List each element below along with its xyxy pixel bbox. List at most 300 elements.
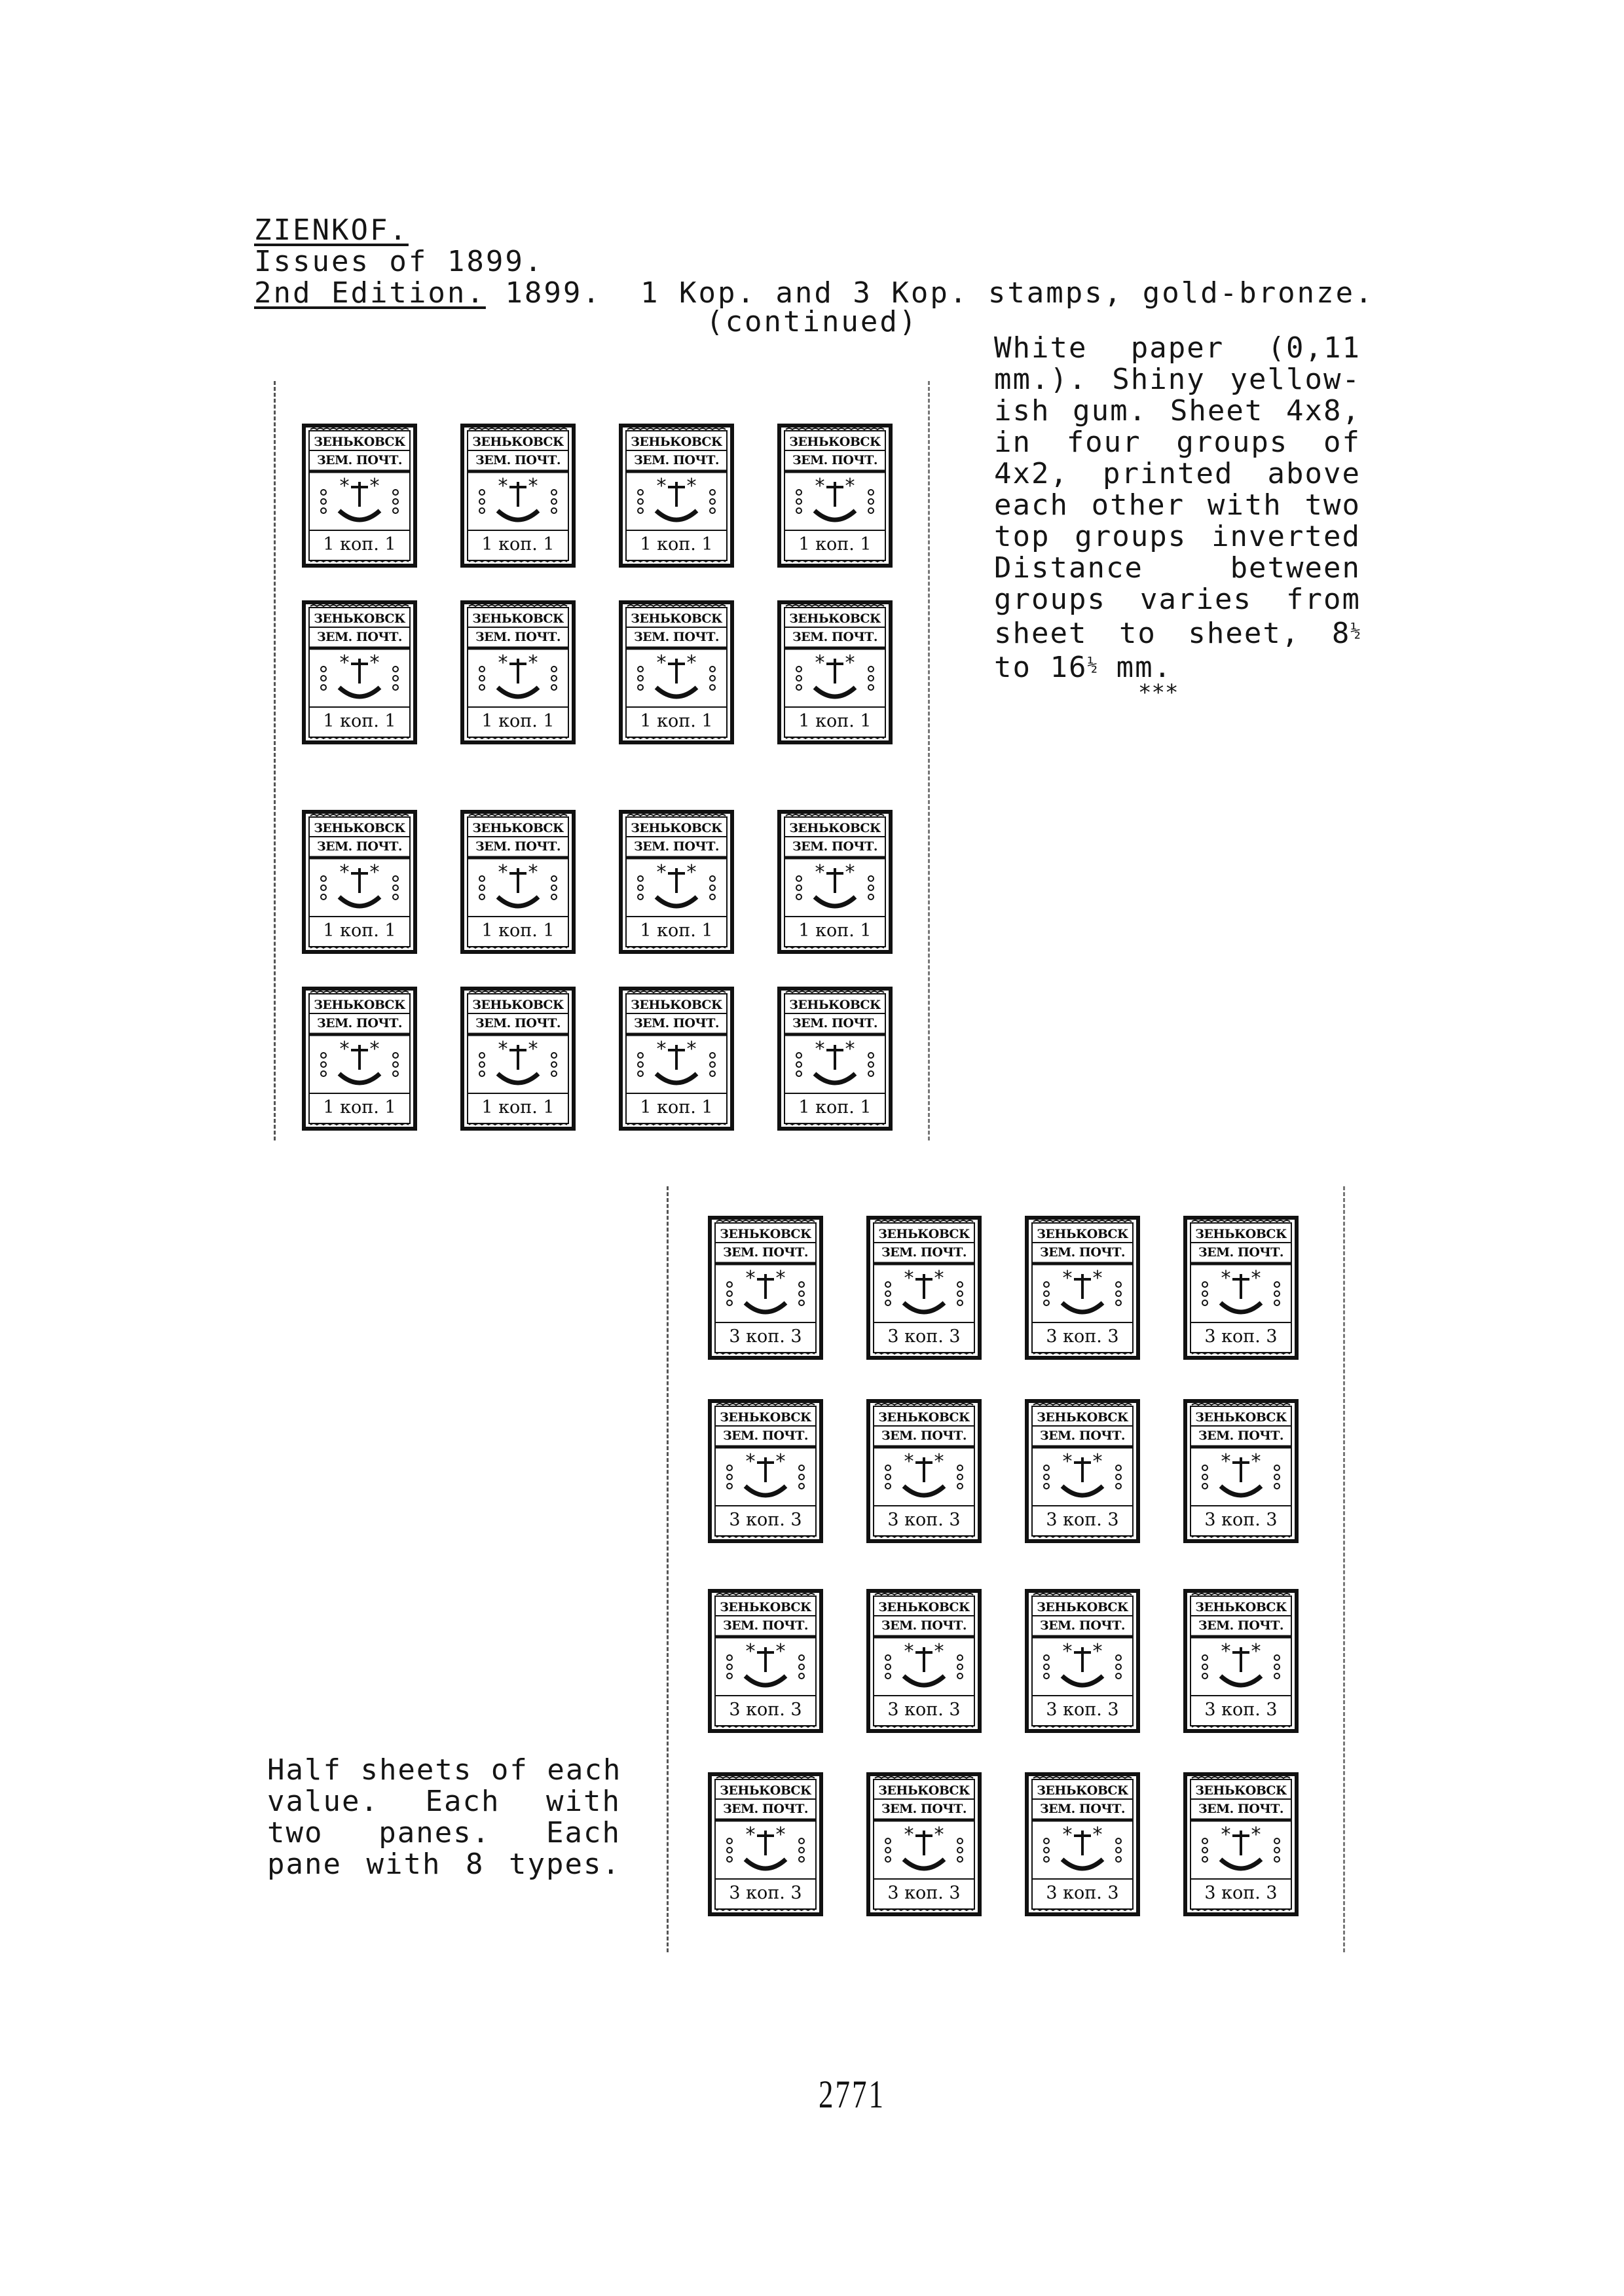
stamp-dot-ornament [638,499,643,504]
stamp-star-ornament: * [845,861,855,884]
stamp-wavy-bottom [1033,1726,1132,1727]
stamp-dot-ornament [1116,1282,1121,1287]
stamp-arc-ornament [1062,1676,1103,1685]
description-line: Distance between [994,551,1361,585]
stamp-dot-ornament [1044,1484,1049,1489]
stamp-wavy-bottom [1192,1726,1290,1727]
stamp-inscription-top: ЗЕНЬКОВСК [631,611,722,626]
stamp-wavy-top [1033,1220,1132,1222]
stamp-inscription-middle: ЗЕМ. ПОЧТ. [722,1618,809,1633]
stamp-dot-ornament [957,1282,963,1287]
stamp-inscription-middle: ЗЕМ. ПОЧТ. [722,1802,809,1816]
stamp-dot-ornament [638,894,643,900]
stamp-dot-ornament [638,676,643,681]
stamp-dot-ornament [799,1300,804,1305]
stamp [706,1212,825,1363]
stamp-dot-ornament [1274,1664,1280,1669]
stamp-arc-ornament [339,687,380,697]
stamp-dot-ornament [1202,1848,1208,1853]
stamp-inscription-middle: ЗЕМ. ПОЧТ. [1198,1429,1284,1443]
stamp-dot-ornament [1274,1474,1280,1480]
stamp-value: 1 коп. 1 [481,1097,555,1118]
stamp-inscription-top: ЗЕНЬКОВСК [720,1600,811,1614]
stamp-inscription-top: ЗЕНЬКОВСК [1195,1227,1287,1241]
stamp-dot-ornament [551,685,557,690]
stamp-wavy-top [627,605,726,606]
stamp-dot-ornament [868,685,874,690]
stamp-dot-ornament [885,1655,891,1660]
stamp-dot-ornament [796,885,802,890]
stamp-dot-ornament [799,1291,804,1296]
stamp-wavy-bottom [875,1536,973,1537]
stamp-star-ornament: * [745,1823,756,1846]
caption [267,1755,621,1880]
stamp-wavy-top [1192,1404,1290,1405]
stamp [458,807,578,957]
stamp-dot-ornament [638,876,643,881]
stamp-dot-ornament [885,1300,891,1305]
stamp-dot-ornament [710,1071,715,1076]
stamp-dot-ornament [727,1848,732,1853]
stamp-star-ornament: * [656,651,667,674]
stamp-star-ornament: * [369,651,380,674]
stamp-inscription-top: ЗЕНЬКОВСК [472,998,564,1012]
stamp-star-ornament: * [339,1038,350,1061]
stamp-wavy-bottom [310,737,409,738]
stamp-inscription-top: ЗЕНЬКОВСК [1037,1410,1128,1425]
stamp-value: 3 коп. 3 [887,1700,961,1720]
stamp-inscription-middle: ЗЕМ. ПОЧТ. [881,1245,967,1260]
stamp [458,597,578,748]
stamp [864,1769,984,1920]
stamp-dot-ornament [710,1053,715,1058]
description-line: White paper (0,11 [994,331,1361,365]
stamp-star-ornament: * [528,1038,538,1061]
stamp-star-ornament: * [815,861,825,884]
stamp-dot-ornament [1202,1838,1208,1844]
stamp-inscription-middle: ЗЕМ. ПОЧТ. [1198,1618,1284,1633]
stamp-star-ornament: * [1062,1450,1073,1473]
stamp-star-ornament: * [904,1640,914,1663]
stamp-dot-ornament [479,676,485,681]
stamp-dot-ornament [957,1484,963,1489]
stamp-inscription-middle: ЗЕМ. ПОЧТ. [475,839,561,854]
stamp-dot-ornament [393,1062,398,1067]
stamp-dot-ornament [727,1484,732,1489]
stamp-wavy-bottom [627,737,726,738]
stamp [864,1212,984,1363]
stamp-star-ornament: * [1062,1823,1073,1846]
continued-note: (continued) [706,305,919,338]
stamp-dot-ornament [868,490,874,495]
stamp-dot-ornament [1274,1300,1280,1305]
stamp-inscription-top: ЗЕНЬКОВСК [631,435,722,449]
stamp-wavy-bottom [310,560,409,562]
stamp-dot-ornament [321,676,326,681]
stamp-wavy-top [875,1594,973,1595]
stamp-wavy-top [1033,1404,1132,1405]
stamp-inscription-middle: ЗЕМ. ПОЧТ. [881,1802,967,1816]
stamp-star-ornament: * [498,475,508,498]
stamp-wavy-top [627,428,726,429]
stamp-dot-ornament [393,685,398,690]
stamp-dot-ornament [1274,1465,1280,1470]
stamp-inscription-middle: ЗЕМ. ПОЧТ. [1039,1618,1126,1633]
stamp-dot-ornament [393,490,398,495]
stamp-star-ornament: * [686,475,697,498]
stamp-star-ornament: * [904,1450,914,1473]
edition-year: 1899. [505,276,602,310]
stamp-arc-ornament [815,1074,855,1083]
stamp-dot-ornament [393,885,398,890]
stamp-dot-ornament [1116,1474,1121,1480]
stamp-arc-ornament [815,687,855,697]
stamp-wavy-top [716,1594,815,1595]
stamp [1181,1586,1301,1736]
stamp-dot-ornament [1044,1282,1049,1287]
stamp-inscription-middle: ЗЕМ. ПОЧТ. [1198,1802,1284,1816]
stamp-star-ornament: * [1221,1450,1231,1473]
stamp-dot-ornament [1044,1300,1049,1305]
stamp-dot-ornament [393,508,398,513]
stamp-dot-ornament [868,499,874,504]
stamp-value: 3 коп. 3 [1204,1510,1278,1530]
stamp-wavy-bottom [875,1726,973,1727]
stamp-dot-ornament [957,1673,963,1679]
stamp-dot-ornament [710,490,715,495]
stamp-star-ornament: * [656,861,667,884]
stamp [300,807,419,957]
stamp-wavy-top [1192,1594,1290,1595]
stamp-inscription-top: ЗЕНЬКОВСК [878,1600,970,1614]
stamp-dot-ornament [1116,1655,1121,1660]
stamp-star-ornament: * [745,1640,756,1663]
stamp-arc-ornament [498,897,538,906]
stamp-wavy-top [716,1220,815,1222]
stamp-star-ornament: * [339,651,350,674]
description-line: mm.). Shiny yellow- [994,363,1361,396]
stamp-dot-ornament [957,1465,963,1470]
stamp-wavy-top [310,428,409,429]
stamp-arc-ornament [904,1676,944,1685]
stamp-arc-ornament [1062,1859,1103,1868]
stamp-value: 3 коп. 3 [887,1510,961,1530]
stamp-star-ornament: * [904,1267,914,1290]
stamp-dot-ornament [796,666,802,672]
stamp-star-ornament: * [934,1267,944,1290]
stamp [617,420,736,571]
stamp-inscription-top: ЗЕНЬКОВСК [314,998,405,1012]
stamp-star-ornament: * [745,1267,756,1290]
sheet-1-kop [274,361,929,1154]
stamp-dot-ornament [1274,1655,1280,1660]
stamp-inscription-middle: ЗЕМ. ПОЧТ. [792,453,878,467]
stamp-value: 3 коп. 3 [729,1510,802,1530]
stamp-dot-ornament [727,1664,732,1669]
stamp [775,420,895,571]
stamp-wavy-top [469,814,567,816]
stamp-wavy-top [716,1404,815,1405]
stamp-dot-ornament [551,894,557,900]
stamp-arc-ornament [745,1486,786,1495]
stamp-arc-ornament [498,1074,538,1083]
stamp-dot-ornament [799,1838,804,1844]
stamp-dot-ornament [479,1053,485,1058]
stamp-value: 1 коп. 1 [798,1097,872,1118]
stamp-inscription-middle: ЗЕМ. ПОЧТ. [1039,1429,1126,1443]
stamp [1181,1212,1301,1363]
stamp-dot-ornament [885,1474,891,1480]
description-line: ish gum. Sheet 4x8, [994,394,1361,428]
stamp-dot-ornament [479,1071,485,1076]
stamp-arc-ornament [815,897,855,906]
stamp-dot-ornament [1116,1300,1121,1305]
stamp-dot-ornament [868,876,874,881]
stamp-arc-ornament [904,1303,944,1312]
stamp-dot-ornament [393,1071,398,1076]
stamp-value: 1 коп. 1 [640,711,713,731]
stamp-value: 3 коп. 3 [1046,1700,1119,1720]
stamp-dot-ornament [479,685,485,690]
stamp-dot-ornament [868,666,874,672]
stamp-dot-ornament [321,499,326,504]
stamp-dot-ornament [799,1848,804,1853]
stamp-value: 1 коп. 1 [323,1097,396,1118]
stamp-dot-ornament [1116,1291,1121,1296]
stamp-wavy-bottom [469,560,567,562]
stamp-dot-ornament [1116,1465,1121,1470]
region-title: ZIENKOF. [254,213,409,247]
stamp-star-ornament: * [686,1038,697,1061]
stamp-wavy-top [627,814,726,816]
stamp-inscription-middle: ЗЕМ. ПОЧТ. [633,630,720,644]
stamp-dot-ornament [1044,1673,1049,1679]
stamp-dot-ornament [710,894,715,900]
stamp-arc-ornament [1221,1676,1261,1685]
stamp-dot-ornament [551,885,557,890]
stamp-inscription-top: ЗЕНЬКОВСК [1037,1600,1128,1614]
stamp-dot-ornament [393,894,398,900]
stamp-arc-ornament [904,1859,944,1868]
stamp-value: 1 коп. 1 [798,534,872,555]
stamp-wavy-top [786,991,884,993]
stamp-dot-ornament [885,1282,891,1287]
stamp-dot-ornament [1202,1664,1208,1669]
stamp-dot-ornament [479,666,485,672]
stamp [1023,1396,1142,1546]
stamp-dot-ornament [885,1673,891,1679]
stamp-inscription-middle: ЗЕМ. ПОЧТ. [792,1016,878,1030]
stamp-wavy-bottom [469,737,567,738]
stamp-inscription-top: ЗЕНЬКОВСК [1195,1783,1287,1798]
stamp-star-ornament: * [934,1823,944,1846]
stamp-inscription-middle: ЗЕМ. ПОЧТ. [475,630,561,644]
stamp-dot-ornament [479,876,485,881]
stamp-dot-ornament [393,499,398,504]
stamp-dot-ornament [710,499,715,504]
stamp-dot-ornament [321,1053,326,1058]
stamp-arc-ornament [745,1859,786,1868]
stamp-star-ornament: * [815,475,825,498]
stamp-value: 1 коп. 1 [323,711,396,731]
stamp-value: 1 коп. 1 [481,920,555,941]
stamp-inscription-middle: ЗЕМ. ПОЧТ. [633,1016,720,1030]
stamp-dot-ornament [1274,1282,1280,1287]
stamp-wavy-top [469,991,567,993]
stamp [1181,1769,1301,1920]
stamp-wavy-bottom [1033,1353,1132,1354]
stamp-star-ornament: * [904,1823,914,1846]
stamp-star-ornament: * [369,861,380,884]
stamp-star-ornament: * [775,1823,786,1846]
stamp-wavy-bottom [627,1123,726,1125]
stamp-dot-ornament [551,676,557,681]
stamp-dot-ornament [885,1857,891,1862]
stamp-inscription-middle: ЗЕМ. ПОЧТ. [881,1429,967,1443]
stamp-dot-ornament [1202,1291,1208,1296]
stamp-arc-ornament [904,1486,944,1495]
stamp [864,1586,984,1736]
stamp-star-ornament: * [1092,1450,1103,1473]
stamp-dot-ornament [1202,1655,1208,1660]
stamp-dot-ornament [885,1848,891,1853]
description-line: 4x2, printed above [994,457,1361,490]
stamp-wavy-bottom [786,947,884,948]
stamp-dot-ornament [868,676,874,681]
stamp-dot-ornament [321,876,326,881]
stamp [775,807,895,957]
stamp-star-ornament: * [1062,1640,1073,1663]
stamp-arc-ornament [498,687,538,697]
stamp-star-ornament: * [845,475,855,498]
stamp-arc-ornament [656,511,697,520]
stamp-dot-ornament [727,1291,732,1296]
stamp-dot-ornament [1202,1484,1208,1489]
stamp-dot-ornament [868,1062,874,1067]
description-text: to 16 [994,651,1088,684]
stamp-dot-ornament [479,885,485,890]
stamp-dot-ornament [393,666,398,672]
stamp-star-ornament: * [1221,1640,1231,1663]
stamp-dot-ornament [727,1655,732,1660]
stamp-dot-ornament [799,1655,804,1660]
stamp-star-ornament: * [1092,1640,1103,1663]
edition-label: 2nd Edition. [254,276,486,310]
stamp-dot-ornament [868,1053,874,1058]
stamp-dot-ornament [796,508,802,513]
stamp-dot-ornament [799,1474,804,1480]
stamp-star-ornament: * [686,651,697,674]
stamp-inscription-top: ЗЕНЬКОВСК [631,998,722,1012]
stamp [617,807,736,957]
stamp-dot-ornament [957,1300,963,1305]
description-text: mm. [1098,651,1173,684]
stamp-inscription-top: ЗЕНЬКОВСК [472,821,564,835]
stamp-dot-ornament [551,499,557,504]
stamp-star-ornament: * [686,861,697,884]
stamp-dot-ornament [1044,1664,1049,1669]
stamp-value: 1 коп. 1 [323,534,396,555]
stamp-wavy-top [786,814,884,816]
stamp-star-ornament: * [528,475,538,498]
stamp-value: 3 коп. 3 [1046,1326,1119,1347]
stamp-arc-ornament [656,1074,697,1083]
issues-line: Issues of 1899. [254,245,544,278]
stamp-wavy-bottom [786,737,884,738]
stamp-inscription-middle: ЗЕМ. ПОЧТ. [475,453,561,467]
stamp-inscription-middle: ЗЕМ. ПОЧТ. [1198,1245,1284,1260]
stamp-dot-ornament [479,508,485,513]
stamp-inscription-top: ЗЕНЬКОВСК [314,821,405,835]
stamp-star-ornament: * [1221,1823,1231,1846]
stamp-value: 3 коп. 3 [729,1326,802,1347]
stamp-inscription-top: ЗЕНЬКОВСК [789,821,881,835]
stamp [706,1769,825,1920]
stamp-arc-ornament [1221,1859,1261,1868]
stamp-dot-ornament [1116,1673,1121,1679]
stamp-value: 1 коп. 1 [640,920,713,941]
stamp-dot-ornament [479,894,485,900]
stamp-dot-ornament [710,666,715,672]
description-line [994,649,1361,683]
stamp-dot-ornament [638,1062,643,1067]
stamp-dot-ornament [321,894,326,900]
stamp [1181,1396,1301,1546]
stamp-wavy-bottom [1192,1909,1290,1910]
stamp-dot-ornament [1116,1664,1121,1669]
stamp-inscription-middle: ЗЕМ. ПОЧТ. [722,1429,809,1443]
stamp-wavy-bottom [716,1726,815,1727]
stamp-arc-ornament [745,1303,786,1312]
stamp-dot-ornament [551,490,557,495]
stamp-star-ornament: * [528,861,538,884]
stamp-dot-ornament [727,1474,732,1480]
stamp-dot-ornament [1044,1848,1049,1853]
stamp-wavy-top [310,605,409,606]
stamp-dot-ornament [1044,1291,1049,1296]
stamp-star-ornament: * [815,1038,825,1061]
stamp-value: 3 коп. 3 [887,1326,961,1347]
stamp-arc-ornament [339,897,380,906]
stamp-value: 1 коп. 1 [798,711,872,731]
stamp-inscription-top: ЗЕНЬКОВСК [314,435,405,449]
stamp-inscription-top: ЗЕНЬКОВСК [720,1410,811,1425]
stamp-wavy-bottom [627,560,726,562]
stamp-star-ornament: * [934,1640,944,1663]
description-line [994,615,1361,649]
stamp-star-ornament: * [745,1450,756,1473]
stamp-dot-ornament [868,894,874,900]
stamp-dot-ornament [957,1474,963,1480]
stamp-value: 1 коп. 1 [481,711,555,731]
stamp-star-ornament: * [656,1038,667,1061]
stamp-star-ornament: * [656,475,667,498]
stamp-dot-ornament [1274,1857,1280,1862]
stamp-wavy-top [469,428,567,429]
stamp-wavy-bottom [627,947,726,948]
stamp-dot-ornament [479,490,485,495]
page-number: 2771 [819,2073,885,2116]
stamp-dot-ornament [957,1655,963,1660]
stamp-inscription-top: ЗЕНЬКОВСК [878,1410,970,1425]
fraction: ½ [1087,655,1098,675]
stamp-star-ornament: * [775,1267,786,1290]
stamp-star-ornament: * [1092,1823,1103,1846]
stamp-dot-ornament [1116,1484,1121,1489]
stamp [458,420,578,571]
stamp-dot-ornament [393,1053,398,1058]
stamp-dot-ornament [638,508,643,513]
